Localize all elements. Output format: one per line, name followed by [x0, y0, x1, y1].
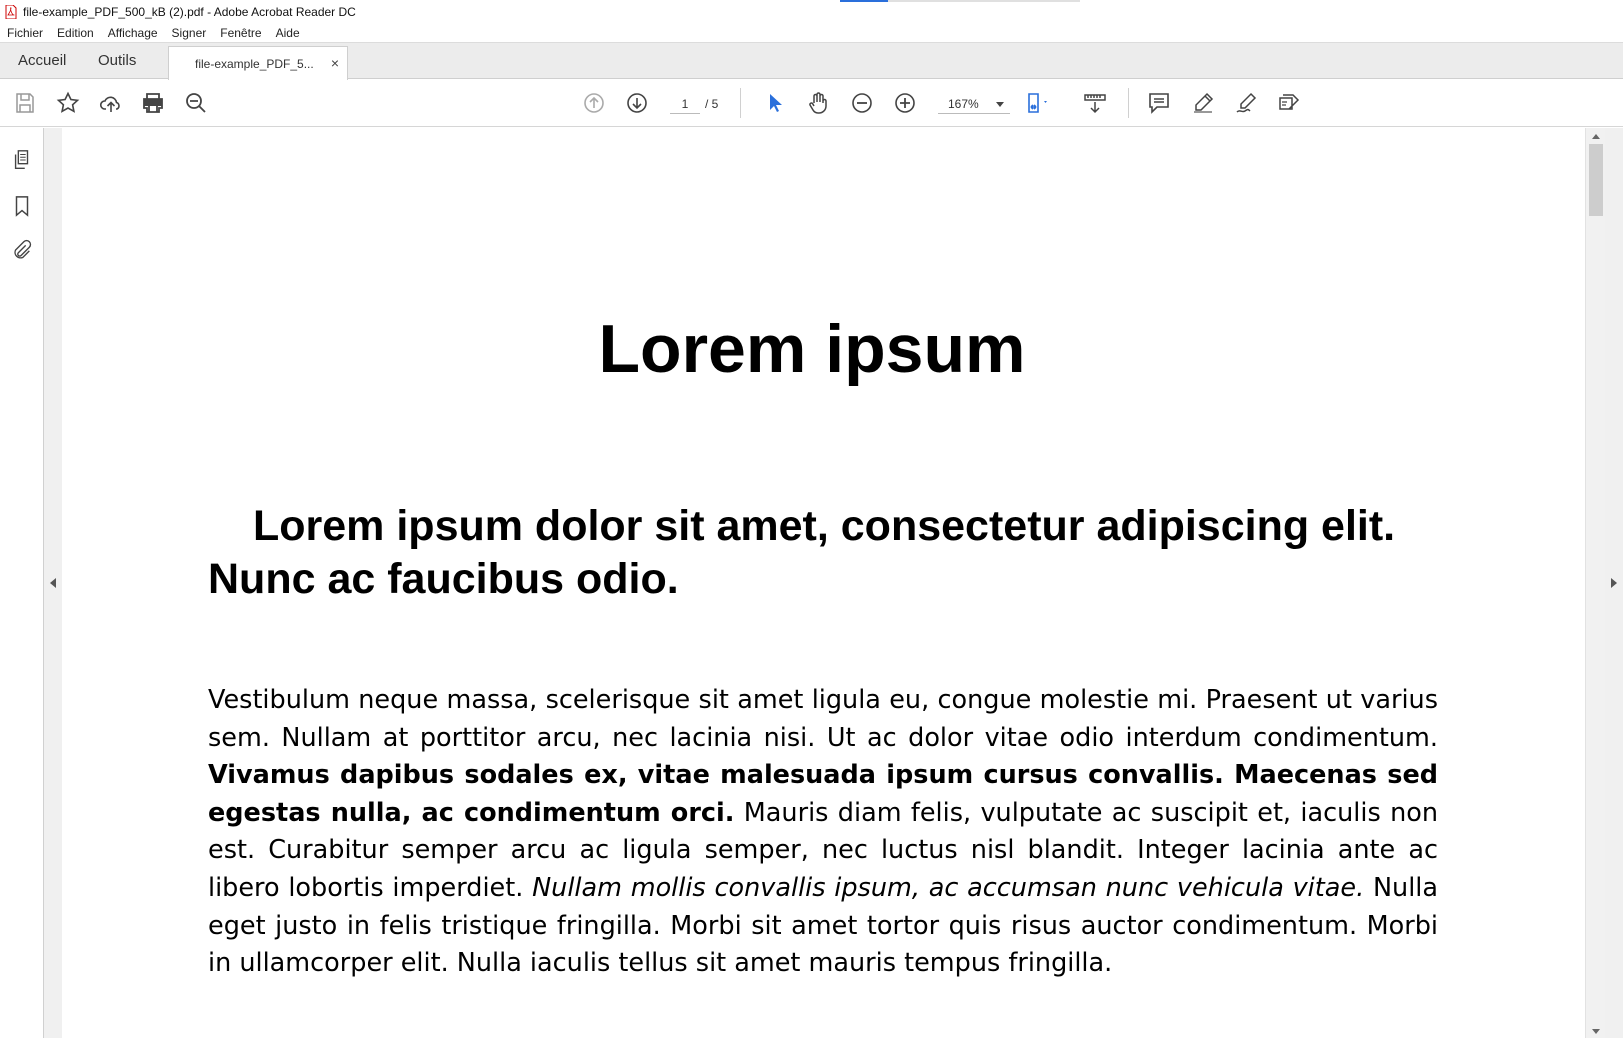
menu-bar	[0, 23, 1623, 43]
toolbar	[0, 80, 1623, 127]
toolbar-divider	[740, 88, 741, 118]
zoom-in-icon[interactable]	[892, 90, 918, 116]
title-bar	[0, 0, 1623, 23]
vertical-scrollbar[interactable]	[1585, 128, 1605, 1038]
document-title: Lorem ipsum	[598, 311, 1026, 387]
scroll-thumb[interactable]	[1589, 144, 1603, 216]
menu-affichage[interactable]: Affichage	[107, 25, 158, 40]
next-page-icon[interactable]	[624, 90, 650, 116]
previous-page-icon[interactable]	[581, 90, 607, 116]
chevron-right-icon	[1611, 578, 1617, 588]
bookmark-star-icon[interactable]	[55, 90, 81, 116]
highlight-pen-icon[interactable]	[1190, 90, 1216, 116]
pdf-file-icon	[5, 5, 17, 19]
paragraph-text: Nulla eget justo in felis tristique fringilla. Morbi sit amet tortor quis risus auctor condimentum. Morbi in ullamcorper elit. Nulla iaculis tellus sit amet mauris tempus fringilla.	[208, 872, 1438, 979]
scroll-mode-icon[interactable]	[1082, 90, 1108, 116]
paragraph-bold-text: Vivamus dapibus sodales ex, vitae malesuada ipsum cursus convallis. Maecenas sed egestas nulla, ac condimentum orci.	[208, 760, 1438, 828]
tab-bar	[0, 43, 1623, 79]
page-total: / 5	[705, 97, 719, 111]
tab-outils[interactable]: Outils	[98, 52, 137, 69]
fit-page-icon[interactable]	[1025, 90, 1051, 116]
paragraph-text: Vestibulum neque massa, scelerisque sit amet ligula eu, congue molestie mi. Praesent ut varius sem. Nullam at porttitor arcu, nec lacinia nisi. Ut ac dolor vitae odio interdum condimentum.	[208, 685, 1438, 753]
chevron-left-icon	[50, 578, 56, 588]
menu-fichier[interactable]: Fichier	[7, 25, 44, 40]
menu-fenetre[interactable]: Fenêtre	[220, 25, 262, 40]
cloud-upload-icon[interactable]	[98, 90, 124, 116]
zoom-out-icon[interactable]	[849, 90, 875, 116]
attachments-icon[interactable]	[10, 238, 34, 262]
sign-icon[interactable]	[1233, 90, 1259, 116]
paragraph-text: Mauris diam felis, vulputate ac suscipit et, iaculis non est. Curabitur semper arcu ac ligula semper, nec luctus nisl blandit. Integer lacinia ante ac libero lobortis imperdiet.	[208, 797, 1439, 903]
left-navigation-pane	[0, 128, 44, 1038]
paragraph-italic-text: Nullam mollis convallis ipsum, ac accumsan nunc vehicula vitae.	[532, 872, 1365, 903]
toolbar-divider	[1128, 88, 1129, 118]
zoom-level-value: 167%	[948, 97, 979, 111]
comment-icon[interactable]	[1146, 90, 1172, 116]
menu-edition[interactable]: Edition	[57, 25, 94, 40]
tab-document[interactable]	[168, 46, 348, 80]
loading-progress	[840, 0, 1080, 2]
zoom-search-icon[interactable]	[183, 90, 209, 116]
scroll-up-icon[interactable]	[1592, 134, 1600, 139]
close-tab-icon[interactable]: ×	[330, 55, 339, 71]
scroll-down-icon[interactable]	[1592, 1029, 1600, 1034]
bookmarks-icon[interactable]	[10, 194, 34, 218]
right-pane-expand-handle[interactable]	[1605, 128, 1623, 1038]
left-pane-collapse-handle[interactable]	[44, 128, 62, 1038]
chevron-down-icon	[996, 102, 1004, 107]
print-icon[interactable]	[140, 90, 166, 116]
select-cursor-icon[interactable]	[762, 90, 788, 116]
document-paragraph	[208, 682, 1438, 983]
window-title: file-example_PDF_500_kB (2).pdf - Adobe Acrobat Reader DC	[23, 4, 356, 19]
save-icon[interactable]	[12, 90, 38, 116]
tab-accueil[interactable]: Accueil	[18, 52, 67, 69]
menu-aide[interactable]: Aide	[275, 25, 300, 40]
zoom-level-dropdown[interactable]	[938, 94, 1010, 114]
hand-tool-icon[interactable]	[805, 90, 831, 116]
tab-document-label: file-example_PDF_5...	[195, 57, 314, 71]
menu-signer[interactable]: Signer	[171, 25, 207, 40]
page-thumbnails-icon[interactable]	[10, 148, 34, 172]
document-view[interactable]	[62, 128, 1585, 1038]
page-number-input[interactable]: 1	[670, 94, 700, 114]
document-heading: Lorem ipsum dolor sit amet, consectetur adipiscing elit. Nunc ac faucibus odio.	[208, 502, 1396, 603]
fill-sign-icon[interactable]	[1276, 90, 1302, 116]
